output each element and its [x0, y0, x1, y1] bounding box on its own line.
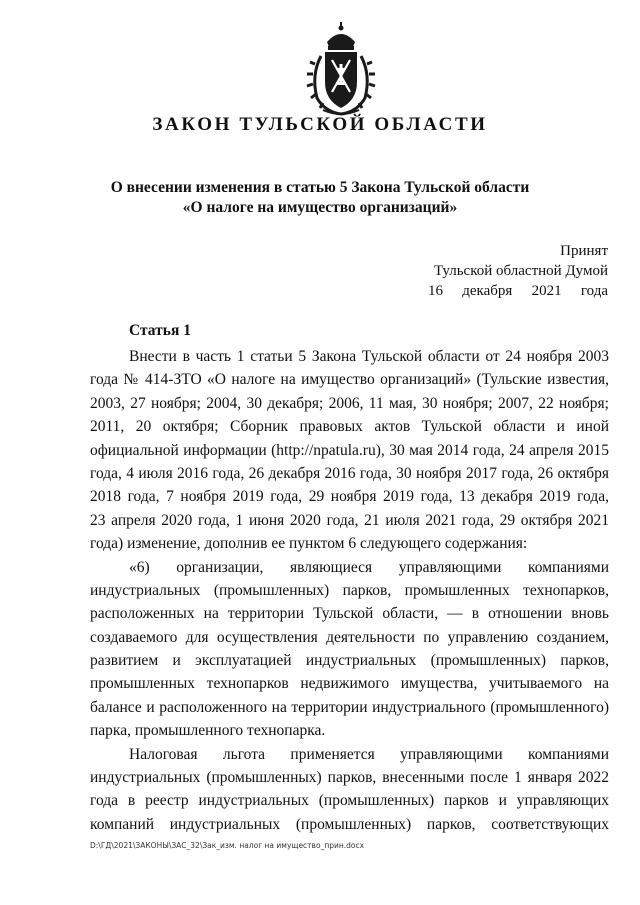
law-subtitle — [0, 178, 640, 218]
article-heading: Статья 1 — [129, 322, 191, 339]
text-line: 23 апреля 2020 года, 1 июня 2020 года, 21 июля 2021 года, 29 октября 2021 — [90, 511, 609, 529]
subtitle-line: О внесении изменения в статью 5 Закона Тульской области — [110, 179, 530, 196]
text-line: развитием и эксплуатацией индустриальных (промышленных) парков, — [90, 652, 609, 670]
adoption-year-word: года — [580, 283, 608, 299]
text-line: года) изменение, дополнив ее пунктом 6 следующего содержания: — [90, 535, 528, 553]
article-body — [90, 345, 609, 836]
text-line: балансе и расположенного на территории индустриального (промышленного) — [90, 698, 609, 716]
text-line: парка, промышленного технопарка. — [90, 722, 326, 740]
text-line: 2018 года, 7 ноября 2019 года, 29 ноября 2019 года, 13 декабря 2019 года, — [90, 488, 609, 506]
adopted-by: Тульской областной Думой — [433, 263, 608, 279]
file-path-footer: D:\ГД\2021\ЗАКОНЫ\ЗАС_32\Зак_изм. налог на имущество_прин.docx — [90, 841, 365, 850]
text-line: промышленных технопарков недвижимого имущества, учитываемого на — [90, 675, 609, 693]
text-line: индустриальных (промышленных) парков, внесенными после 1 января 2022 — [90, 769, 609, 787]
text-line: года № 414-ЗТО «О налоге на имущество организаций» (Тульские известия, — [90, 371, 609, 389]
adoption-block — [428, 241, 608, 301]
text-line: компаний индустриальных (промышленных) парков, соответствующих — [90, 815, 609, 833]
adoption-day: 16 — [428, 283, 443, 299]
text-line: Внести в часть 1 статьи 5 Закона Тульской области от 24 ноября 2003 — [129, 348, 609, 365]
adopted-label: Принят — [560, 243, 608, 259]
law-title: ЗАКОН ТУЛЬСКОЙ ОБЛАСТИ — [152, 114, 488, 135]
adoption-date — [428, 281, 608, 301]
adoption-month: декабря — [462, 283, 513, 299]
text-line: индустриальных (промышленных) парков, промышленных технопарков, — [90, 581, 609, 599]
text-line: официальной информации (http://npatula.ru), 30 мая 2014 года, 24 апреля 2015 — [90, 441, 609, 459]
coat-of-arms-icon — [301, 20, 381, 120]
text-line: года в реестр индустриальных (промышленных) парков и управляющих — [90, 792, 609, 810]
text-line: расположенных на территории Тульской области, — в отношении вновь — [90, 605, 609, 623]
subtitle-line: «О налоге на имущество организаций» — [182, 199, 458, 216]
text-line: создаваемого для осуществления деятельности по управлению созданием, — [90, 628, 609, 646]
text-line: Налоговая льгота применяется управляющими компаниями — [129, 745, 609, 763]
text-line: года, 4 июля 2016 года, 26 декабря 2016 года, 30 ноября 2017 года, 26 октября — [90, 464, 609, 482]
text-line: «6) организации, являющиеся управляющими компаниями — [129, 558, 609, 576]
adoption-year: 2021 — [531, 283, 562, 299]
text-line: 2011, 20 октября; Сборник правовых актов Тульской области и иной — [90, 418, 609, 436]
text-line: 2003, 27 ноября; 2004, 30 декабря; 2006, 11 мая, 30 ноября; 2007, 22 ноября; — [90, 394, 609, 412]
